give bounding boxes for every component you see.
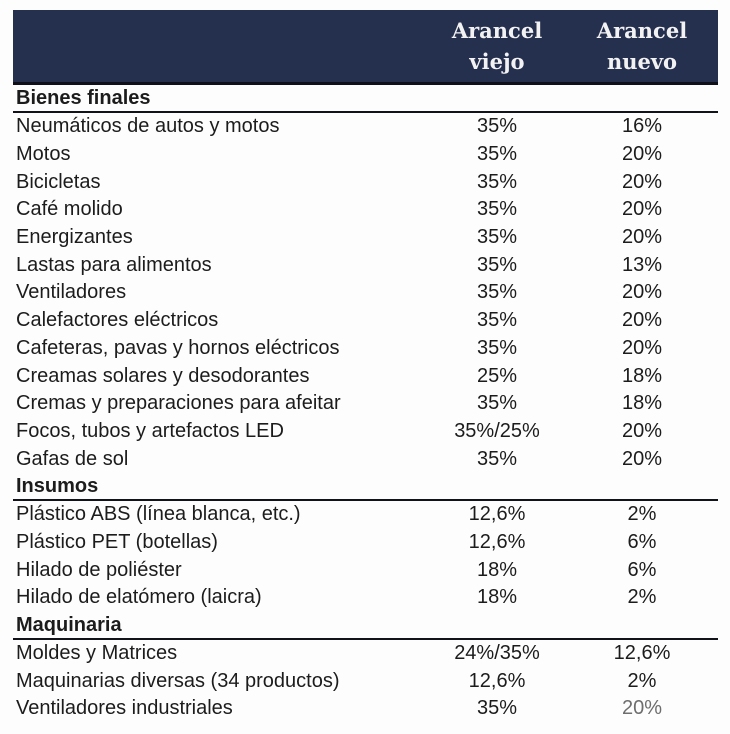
arancel-nuevo-value: 20% <box>621 226 663 249</box>
arancel-viejo-value: 35% <box>476 253 518 276</box>
column-header-arancel-viejo <box>422 15 572 77</box>
arancel-viejo-value: 24%/35% <box>454 642 540 665</box>
product-name: Hilado de poliéster <box>16 558 182 581</box>
arancel-nuevo-value: 6% <box>627 558 657 581</box>
product-name: Motos <box>16 143 71 166</box>
arancel-nuevo-value: 2% <box>627 669 657 692</box>
product-name: Cafeteras, pavas y hornos eléctricos <box>16 336 340 359</box>
column-header-arancel-nuevo <box>572 15 712 77</box>
arancel-nuevo-value: 12,6% <box>613 642 671 665</box>
table-row <box>13 113 718 141</box>
arancel-viejo-value: 35%/25% <box>454 419 540 442</box>
table-row <box>13 196 718 224</box>
table-row <box>13 168 718 196</box>
column-header-line1: Arancel <box>596 18 688 43</box>
arancel-nuevo-value: 20% <box>621 697 663 720</box>
arancel-viejo-value: 35% <box>476 226 518 249</box>
product-name: Lastas para alimentos <box>16 253 212 276</box>
arancel-nuevo-value: 20% <box>621 309 663 332</box>
arancel-viejo-value: 35% <box>476 281 518 304</box>
tariff-table <box>13 10 718 723</box>
arancel-nuevo-value: 20% <box>621 143 663 166</box>
product-name: Hilado de elatómero (laicra) <box>16 586 262 609</box>
arancel-viejo-value: 12,6% <box>468 503 526 526</box>
arancel-nuevo-value: 20% <box>621 281 663 304</box>
table-row <box>13 224 718 252</box>
product-name: Focos, tubos y artefactos LED <box>16 419 284 442</box>
arancel-viejo-value: 35% <box>476 697 518 720</box>
table-row <box>13 445 718 473</box>
arancel-nuevo-value: 6% <box>627 530 657 553</box>
table-row <box>13 640 718 668</box>
product-name: Moldes y Matrices <box>16 642 178 665</box>
arancel-viejo-value: 35% <box>476 198 518 221</box>
product-name: Bicicletas <box>16 170 101 193</box>
arancel-nuevo-value: 20% <box>621 336 663 359</box>
table-row <box>13 307 718 335</box>
arancel-viejo-value: 35% <box>476 447 518 470</box>
section-rows <box>13 113 718 473</box>
arancel-nuevo-value: 2% <box>627 586 657 609</box>
arancel-viejo-value: 12,6% <box>468 530 526 553</box>
arancel-nuevo-value: 18% <box>621 364 663 387</box>
product-name: Creamas solares y desodorantes <box>16 364 310 387</box>
arancel-viejo-value: 18% <box>476 558 518 581</box>
arancel-viejo-value: 35% <box>476 170 518 193</box>
arancel-nuevo-value: 16% <box>621 115 663 138</box>
table-row <box>13 418 718 446</box>
table-row <box>13 390 718 418</box>
arancel-viejo-value: 12,6% <box>468 669 526 692</box>
product-name: Ventiladores <box>16 281 127 304</box>
product-name: Plástico ABS (línea blanca, etc.) <box>16 503 301 526</box>
arancel-viejo-value: 35% <box>476 115 518 138</box>
product-name: Energizantes <box>16 226 133 249</box>
arancel-viejo-value: 18% <box>476 586 518 609</box>
table-section <box>13 85 718 473</box>
product-name: Ventiladores industriales <box>16 697 233 720</box>
table-row <box>13 279 718 307</box>
section-title: Maquinaria <box>13 612 718 640</box>
product-name: Café molido <box>16 198 123 221</box>
product-name: Neumáticos de autos y motos <box>16 115 280 138</box>
table-header-bar <box>13 10 718 85</box>
table-row <box>13 501 718 529</box>
table-section <box>13 612 718 723</box>
table-row <box>13 667 718 695</box>
table-row <box>13 529 718 557</box>
arancel-nuevo-value: 20% <box>621 170 663 193</box>
table-section <box>13 473 718 612</box>
table-row <box>13 362 718 390</box>
product-name: Cremas y preparaciones para afeitar <box>16 392 341 415</box>
column-header-line2: nuevo <box>606 49 678 74</box>
arancel-viejo-value: 35% <box>476 392 518 415</box>
table-body <box>13 85 718 723</box>
column-header-line2: viejo <box>469 49 525 74</box>
arancel-viejo-value: 25% <box>476 364 518 387</box>
section-title: Insumos <box>13 473 718 501</box>
table-row <box>13 335 718 363</box>
product-name: Calefactores eléctricos <box>16 309 219 332</box>
section-rows <box>13 640 718 723</box>
section-title: Bienes finales <box>13 85 718 113</box>
table-row <box>13 556 718 584</box>
arancel-nuevo-value: 20% <box>621 198 663 221</box>
arancel-viejo-value: 35% <box>476 336 518 359</box>
arancel-nuevo-value: 18% <box>621 392 663 415</box>
table-row <box>13 141 718 169</box>
product-name: Plástico PET (botellas) <box>16 530 218 553</box>
column-header-line1: Arancel <box>451 18 543 43</box>
table-row <box>13 695 718 723</box>
table-row <box>13 584 718 612</box>
product-name: Gafas de sol <box>16 447 129 470</box>
table-row <box>13 251 718 279</box>
arancel-nuevo-value: 13% <box>621 253 663 276</box>
arancel-nuevo-value: 2% <box>627 503 657 526</box>
arancel-nuevo-value: 20% <box>621 419 663 442</box>
arancel-viejo-value: 35% <box>476 309 518 332</box>
section-rows <box>13 501 718 612</box>
arancel-viejo-value: 35% <box>476 143 518 166</box>
arancel-nuevo-value: 20% <box>621 447 663 470</box>
product-name: Maquinarias diversas (34 productos) <box>16 669 340 692</box>
